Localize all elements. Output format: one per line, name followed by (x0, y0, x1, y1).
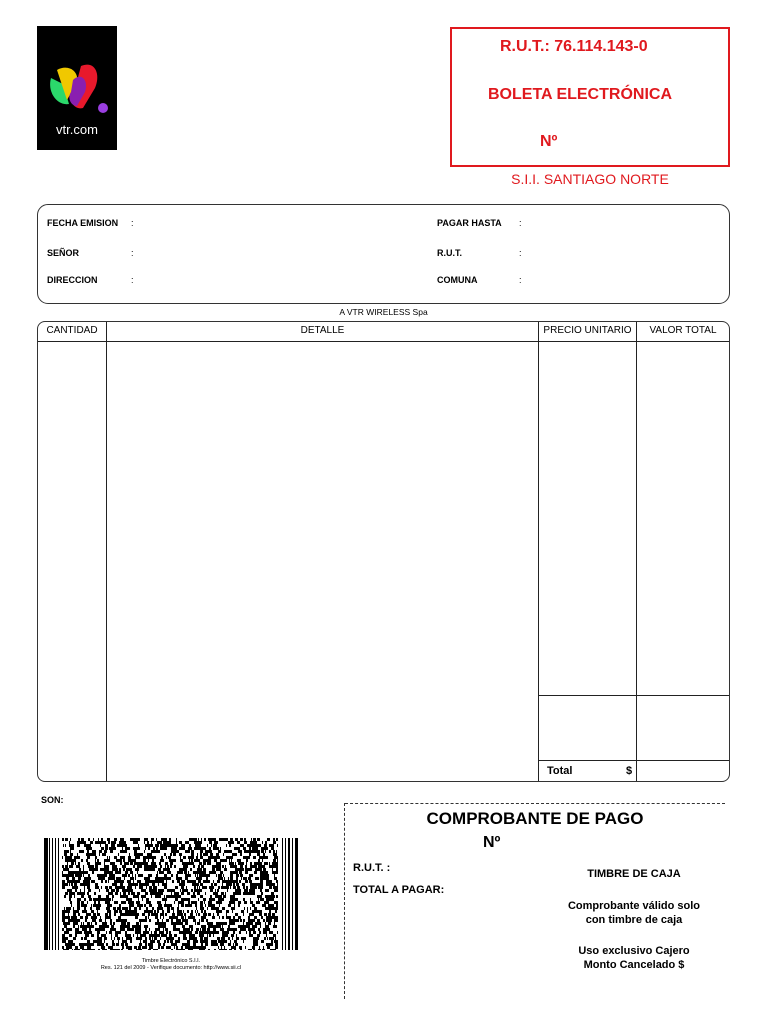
document-type: BOLETA ELECTRÓNICA (488, 86, 672, 103)
valido-line-1: Comprobante válido solo (567, 900, 700, 912)
column-divider (636, 322, 637, 781)
colon: : (131, 275, 134, 285)
issuer-rut: R.U.T.: 76.114.143-0 (500, 38, 648, 55)
colon: : (519, 218, 522, 228)
column-divider (538, 322, 539, 781)
son-label: SON: (41, 795, 64, 805)
column-header-cantidad: CANTIDAD (46, 325, 98, 336)
timbre-line-1: Timbre Electrónico S.I.I. (141, 958, 201, 964)
pdf417-barcode (44, 838, 298, 950)
column-header-valor: VALOR TOTAL (649, 325, 717, 336)
colon: : (519, 275, 522, 285)
comuna-label: COMUNA (437, 275, 478, 285)
total-currency: $ (626, 765, 633, 777)
column-header-detalle: DETALLE (300, 325, 345, 336)
items-table (37, 321, 730, 782)
column-divider (106, 322, 107, 781)
column-header-precio: PRECIO UNITARIO (543, 325, 632, 336)
fecha-emision-label: FECHA EMISION (47, 218, 119, 228)
total-label: Total (547, 765, 573, 777)
pagar-hasta-label: PAGAR HASTA (437, 218, 502, 228)
vtr-logo (37, 26, 117, 150)
colon: : (519, 248, 522, 258)
dashed-divider (344, 803, 345, 999)
rut-label: R.U.T. (437, 248, 463, 258)
comprobante-number-label: Nº (483, 834, 501, 851)
dashed-divider (345, 803, 725, 804)
timbre-caption (44, 958, 298, 972)
direccion-label: DIRECCION (47, 275, 98, 285)
row-divider (539, 760, 729, 761)
valido-line-2: con timbre de caja (585, 914, 683, 926)
document-number-label: Nº (540, 133, 558, 150)
cajero-line-2: Monto Cancelado $ (583, 959, 685, 971)
logo-text: vtr.com (56, 122, 98, 137)
comprobante-total-label: TOTAL A PAGAR: (353, 884, 445, 896)
comprobante-rut-label: R.U.T. : (353, 862, 391, 874)
cajero-line-1: Uso exclusivo Cajero (578, 945, 690, 957)
colon: : (131, 218, 134, 228)
senor-label: SEÑOR (47, 248, 80, 258)
issuer-name: A VTR WIRELESS Spa (339, 307, 428, 317)
customer-info-box (37, 204, 730, 304)
colon: : (131, 248, 134, 258)
timbre-line-2: Res. 121 del 2009 - Verifique documento: http://www.sii.cl (100, 965, 242, 971)
header-divider (38, 341, 729, 342)
sii-office: S.I.I. SANTIAGO NORTE (511, 171, 669, 187)
timbre-caja: TIMBRE DE CAJA (587, 868, 681, 880)
row-divider (539, 695, 729, 696)
comprobante-title: COMPROBANTE DE PAGO (426, 809, 644, 828)
